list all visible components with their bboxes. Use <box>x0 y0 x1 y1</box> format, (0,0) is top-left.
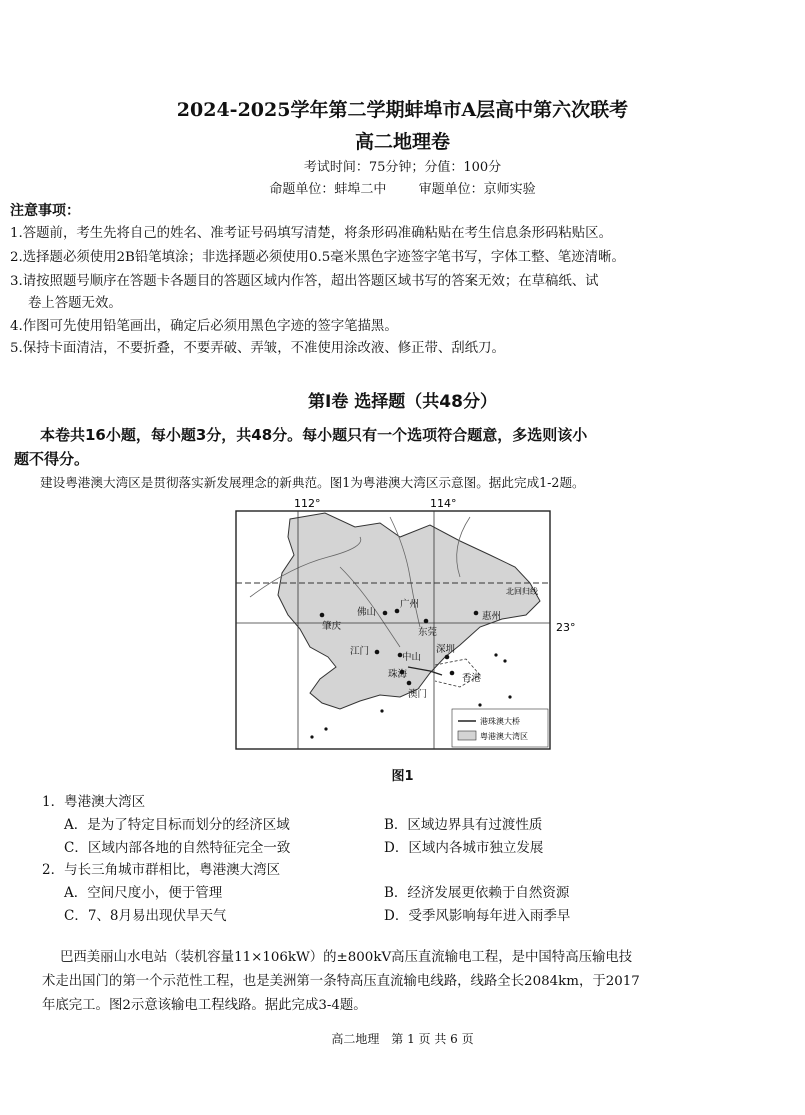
city-zhaoqing: 肇庆 <box>322 621 342 632</box>
exam-info: 考试时间：75分钟；分值：100分 <box>303 160 502 175</box>
question-2-stem: 2．与长三角城市群相比，粤港澳大湾区 <box>42 862 281 878</box>
exam-title: 2024-2025学年第二学期蚌埠市A层高中第六次联考 <box>176 99 629 121</box>
q1-option-a[interactable]: A．是为了特定目标而划分的经济区域 <box>64 817 290 833</box>
city-hongkong: 香港 <box>462 673 482 684</box>
q1-option-b[interactable]: B．区域边界具有过渡性质 <box>384 817 543 833</box>
city-foshan: 佛山 <box>357 607 377 618</box>
city-dot <box>474 611 479 616</box>
city-zhuhai: 珠海 <box>388 669 408 680</box>
reviewer-unit: 审题单位：京师实验 <box>418 182 536 197</box>
q1-option-d[interactable]: D．区域内各城市独立发展 <box>384 840 544 856</box>
footer-subject: 高二地理 <box>331 1032 380 1046</box>
city-dot <box>320 613 325 618</box>
bay-area-map <box>230 497 576 755</box>
footer-page-number: 第 1 页 共 6 页 <box>391 1032 474 1046</box>
map-legend <box>452 709 548 747</box>
lon-label-112: 112° <box>294 497 321 510</box>
section-title: 第Ⅰ卷 选择题（共48分） <box>308 392 497 412</box>
notice-heading: 注意事项： <box>10 203 80 219</box>
exam-subtitle: 高二地理卷 <box>354 131 450 153</box>
question-stem: 建设粤港澳大湾区是贯彻落实新发展理念的新典范。图1为粤港澳大湾区示意图。据此完成1-2题。 <box>40 475 585 490</box>
q2-option-a[interactable]: A．空间尺度小，便于管理 <box>64 885 223 901</box>
passage-line: 巴西美丽山水电站（装机容量11×106kW）的±800kV高压直流输电工程，是中国特高压输电技 <box>60 950 633 965</box>
notice-item: 2.选择题必须使用2B铅笔填涂；非选择题必须使用0.5毫米黑色字迹签字笔书写，字体工整、笔迹清晰。 <box>10 250 625 265</box>
tropic-label: 北回归线 <box>506 587 538 596</box>
city-dot <box>395 609 400 614</box>
exam-units <box>0 178 805 197</box>
section-intro-cont: 题不得分。 <box>14 450 90 468</box>
page-footer <box>0 1030 805 1047</box>
proposer-unit: 命题单位：蚌埠二中 <box>269 182 387 197</box>
legend-bridge-label: 港珠澳大桥 <box>480 717 520 726</box>
city-dot <box>383 611 388 616</box>
city-dot <box>407 681 412 686</box>
city-jiangmen: 江门 <box>350 646 370 657</box>
notice-item: 1.答题前，考生先将自己的姓名、准考证号码填写清楚，将条形码准确粘贴在考生信息条形码粘贴区。 <box>10 226 612 241</box>
question-1-stem: 1．粤港澳大湾区 <box>42 794 146 810</box>
notice-item: 4.作图可先使用铅笔画出，确定后必须用黑色字迹的签字笔描黑。 <box>10 319 398 334</box>
q2-option-c[interactable]: C．7、8月易出现伏旱天气 <box>64 908 227 924</box>
city-dot <box>375 650 380 655</box>
city-dot <box>450 671 455 676</box>
legend-area-label: 粤港澳大湾区 <box>480 732 528 741</box>
q2-option-b[interactable]: B．经济发展更依赖于自然资源 <box>384 885 570 901</box>
lon-label-114: 114° <box>430 497 457 510</box>
q2-option-d[interactable]: D．受季风影响每年进入雨季早 <box>384 908 571 924</box>
city-zhongshan: 中山 <box>402 652 422 663</box>
city-dot <box>445 655 450 660</box>
notice-item: 3.请按照题号顺序在答题卡各题目的答题区域内作答，超出答题区域书写的答案无效；在草稿纸、试 <box>10 274 599 289</box>
city-guangzhou: 广州 <box>400 599 420 610</box>
city-huizhou: 惠州 <box>482 611 502 622</box>
legend-area-swatch <box>458 731 476 740</box>
passage-line: 年底完工。图2示意该输电工程线路。据此完成3-4题。 <box>42 998 367 1013</box>
section-intro: 本卷共16小题，每小题3分，共48分。每小题只有一个选项符合题意，多选则该小 <box>40 426 588 444</box>
figure-caption: 图1 <box>391 769 414 784</box>
notice-item: 卷上答题无效。 <box>28 296 122 311</box>
lat-label-23: 23° <box>556 621 576 634</box>
notice-item: 5.保持卡面清洁，不要折叠，不要弄破、弄皱，不准使用涂改液、修正带、刮纸刀。 <box>10 341 505 356</box>
city-shenzhen: 深圳 <box>436 644 456 655</box>
city-macau: 澳门 <box>408 689 428 700</box>
passage-line: 术走出国门的第一个示范性工程，也是美洲第一条特高压直流输电线路，线路全长2084km，于2017 <box>42 974 640 989</box>
city-dot <box>424 619 429 624</box>
q1-option-c[interactable]: C．区域内部各地的自然特征完全一致 <box>64 840 291 856</box>
city-dongguan: 东莞 <box>418 627 438 638</box>
